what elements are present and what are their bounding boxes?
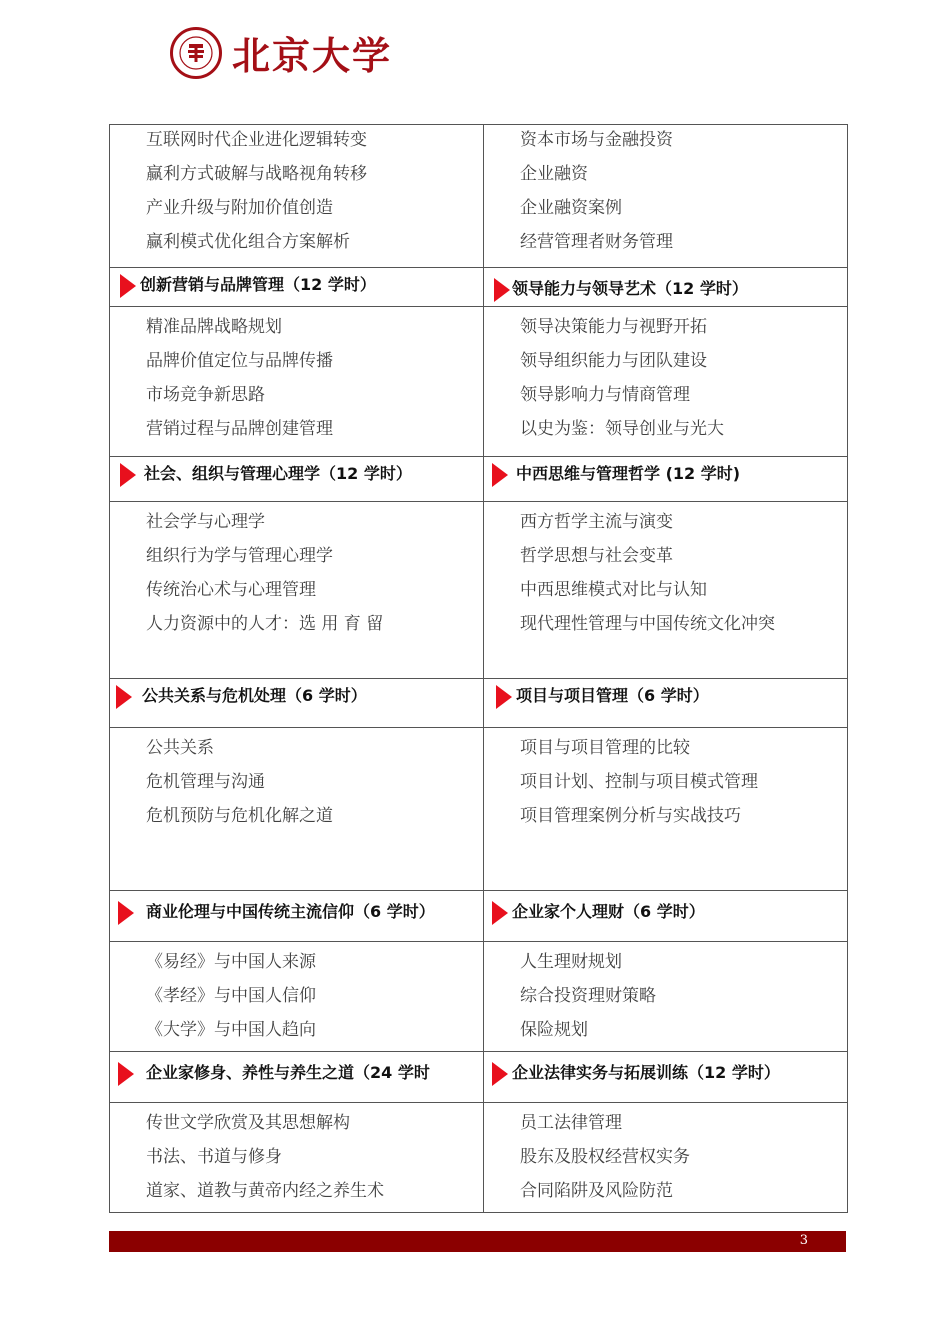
- section-title-text: 社会、组织与管理心理学（12 学时）: [144, 464, 412, 483]
- list-item: 西方哲学主流与演变: [520, 512, 673, 532]
- list-item: 中西思维模式对比与认知: [520, 580, 707, 600]
- table-row: [110, 1103, 848, 1213]
- table-row: [110, 942, 848, 1052]
- university-seal-icon: [170, 27, 222, 79]
- section-title-text: 企业家修身、养性与养生之道（24 学时: [146, 1063, 430, 1082]
- arrow-bullet-icon: [116, 685, 132, 709]
- list-item: 现代理性管理与中国传统文化冲突: [520, 614, 775, 634]
- section-title-text: 企业家个人理财（6 学时）: [512, 902, 705, 921]
- list-item: 企业融资: [520, 164, 588, 184]
- list-item: 经营管理者财务管理: [520, 232, 673, 252]
- list-item: 领导决策能力与视野开拓: [520, 317, 707, 337]
- section-title: [484, 268, 847, 302]
- list-item: 营销过程与品牌创建管理: [146, 419, 333, 439]
- arrow-bullet-icon: [494, 278, 510, 302]
- section-header-row: [110, 268, 848, 307]
- list-item: 股东及股权经营权实务: [520, 1147, 690, 1167]
- list-item: 道家、道教与黄帝内经之养生术: [146, 1181, 384, 1201]
- list-item: 人力资源中的人才：选 用 育 留: [146, 614, 384, 634]
- section-title: [110, 891, 483, 925]
- list-item: 领导组织能力与团队建设: [520, 351, 707, 371]
- list-item: 《孝经》与中国人信仰: [146, 986, 316, 1006]
- list-item: 危机管理与沟通: [146, 772, 265, 792]
- section-title-text: 中西思维与管理哲学 (12 学时): [516, 464, 741, 483]
- list-item: 哲学思想与社会变革: [520, 546, 673, 566]
- list-item: 人生理财规划: [520, 952, 622, 972]
- list-item: 《易经》与中国人来源: [146, 952, 316, 972]
- list-item: 员工法律管理: [520, 1113, 622, 1133]
- section-title: [110, 1052, 483, 1086]
- page-number: 3: [799, 1233, 808, 1248]
- section-title: [110, 679, 483, 709]
- list-item: 赢利方式破解与战略视角转移: [146, 164, 367, 184]
- list-item: 资本市场与金融投资: [520, 130, 673, 150]
- section-header-row: [110, 457, 848, 502]
- university-logo: [170, 25, 392, 80]
- section-title: [110, 268, 483, 298]
- section-header-cell: [110, 457, 484, 502]
- list-item: 项目与项目管理的比较: [520, 738, 690, 758]
- section-title: [110, 457, 483, 487]
- arrow-bullet-icon: [492, 463, 508, 487]
- table-row: [110, 125, 848, 268]
- section-title-text: 商业伦理与中国传统主流信仰（6 学时）: [146, 902, 435, 921]
- list-item: 项目管理案例分析与实战技巧: [520, 806, 741, 826]
- section-title-text: 企业法律实务与拓展训练（12 学时）: [512, 1063, 780, 1082]
- section-header-cell: [110, 891, 484, 942]
- list-item: 综合投资理财策略: [520, 986, 656, 1006]
- section-header-row: [110, 679, 848, 728]
- section-items-cell: [110, 942, 484, 1052]
- section-header-row: [110, 1052, 848, 1103]
- list-item: 领导影响力与情商管理: [520, 385, 690, 405]
- list-item: 社会学与心理学: [146, 512, 265, 532]
- arrow-bullet-icon: [120, 274, 136, 298]
- list-item: 项目计划、控制与项目模式管理: [520, 772, 758, 792]
- list-item: 产业升级与附加价值创造: [146, 198, 333, 218]
- section-header-cell: [484, 1052, 848, 1103]
- section-header-row: [110, 891, 848, 942]
- section-title-text: 项目与项目管理（6 学时）: [516, 686, 709, 705]
- section-header-cell: [484, 457, 848, 502]
- section-title-text: 创新营销与品牌管理（12 学时）: [140, 275, 376, 294]
- arrow-bullet-icon: [492, 1062, 508, 1086]
- list-item: 危机预防与危机化解之道: [146, 806, 333, 826]
- logo-text: 北京大学: [232, 33, 393, 78]
- section-header-cell: [110, 1052, 484, 1103]
- list-item: 合同陷阱及风险防范: [520, 1181, 673, 1201]
- arrow-bullet-icon: [118, 1062, 134, 1086]
- section-items-cell: [110, 502, 484, 679]
- section-title: [484, 1052, 847, 1086]
- section-items-cell: [110, 1103, 484, 1213]
- course-table: [109, 124, 848, 1213]
- list-item: 赢利模式优化组合方案解析: [146, 232, 350, 252]
- section-header-cell: [110, 679, 484, 728]
- arrow-bullet-icon: [496, 685, 512, 709]
- list-item: 组织行为学与管理心理学: [146, 546, 333, 566]
- table-row: [110, 728, 848, 891]
- section-header-cell: [110, 268, 484, 307]
- list-item: 市场竞争新思路: [146, 385, 265, 405]
- arrow-bullet-icon: [492, 901, 508, 925]
- list-item: 精准品牌战略规划: [146, 317, 282, 337]
- list-item: 以史为鉴：领导创业与光大: [520, 419, 724, 439]
- list-item: 传统治心术与心理管理: [146, 580, 316, 600]
- section-title-text: 领导能力与领导艺术（12 学时）: [512, 279, 748, 298]
- cell-top-right: [484, 125, 848, 268]
- list-item: 书法、书道与修身: [146, 1147, 282, 1167]
- list-item: 传世文学欣赏及其思想解构: [146, 1113, 350, 1133]
- section-items-cell: [110, 728, 484, 891]
- section-items-cell: [484, 307, 848, 457]
- section-items-cell: [484, 942, 848, 1052]
- section-items-cell: [484, 502, 848, 679]
- list-item: 企业融资案例: [520, 198, 622, 218]
- list-item: 公共关系: [146, 738, 214, 758]
- footer-bar: [109, 1231, 846, 1252]
- seal-emblem-icon: [173, 30, 219, 76]
- section-items-cell: [484, 1103, 848, 1213]
- section-title: [484, 457, 847, 487]
- list-item: 互联网时代企业进化逻辑转变: [146, 130, 367, 150]
- section-title: [484, 679, 847, 709]
- list-item: 《大学》与中国人趋向: [146, 1020, 316, 1040]
- list-item: 保险规划: [520, 1020, 588, 1040]
- section-items-cell: [110, 307, 484, 457]
- cell-top-left: [110, 125, 484, 268]
- arrow-bullet-icon: [120, 463, 136, 487]
- arrow-bullet-icon: [118, 901, 134, 925]
- list-item: 品牌价值定位与品牌传播: [146, 351, 333, 371]
- section-title: [484, 891, 847, 925]
- table-row: [110, 307, 848, 457]
- section-header-cell: [484, 679, 848, 728]
- section-header-cell: [484, 268, 848, 307]
- section-header-cell: [484, 891, 848, 942]
- table-row: [110, 502, 848, 679]
- section-title-text: 公共关系与危机处理（6 学时）: [142, 686, 367, 705]
- section-items-cell: [484, 728, 848, 891]
